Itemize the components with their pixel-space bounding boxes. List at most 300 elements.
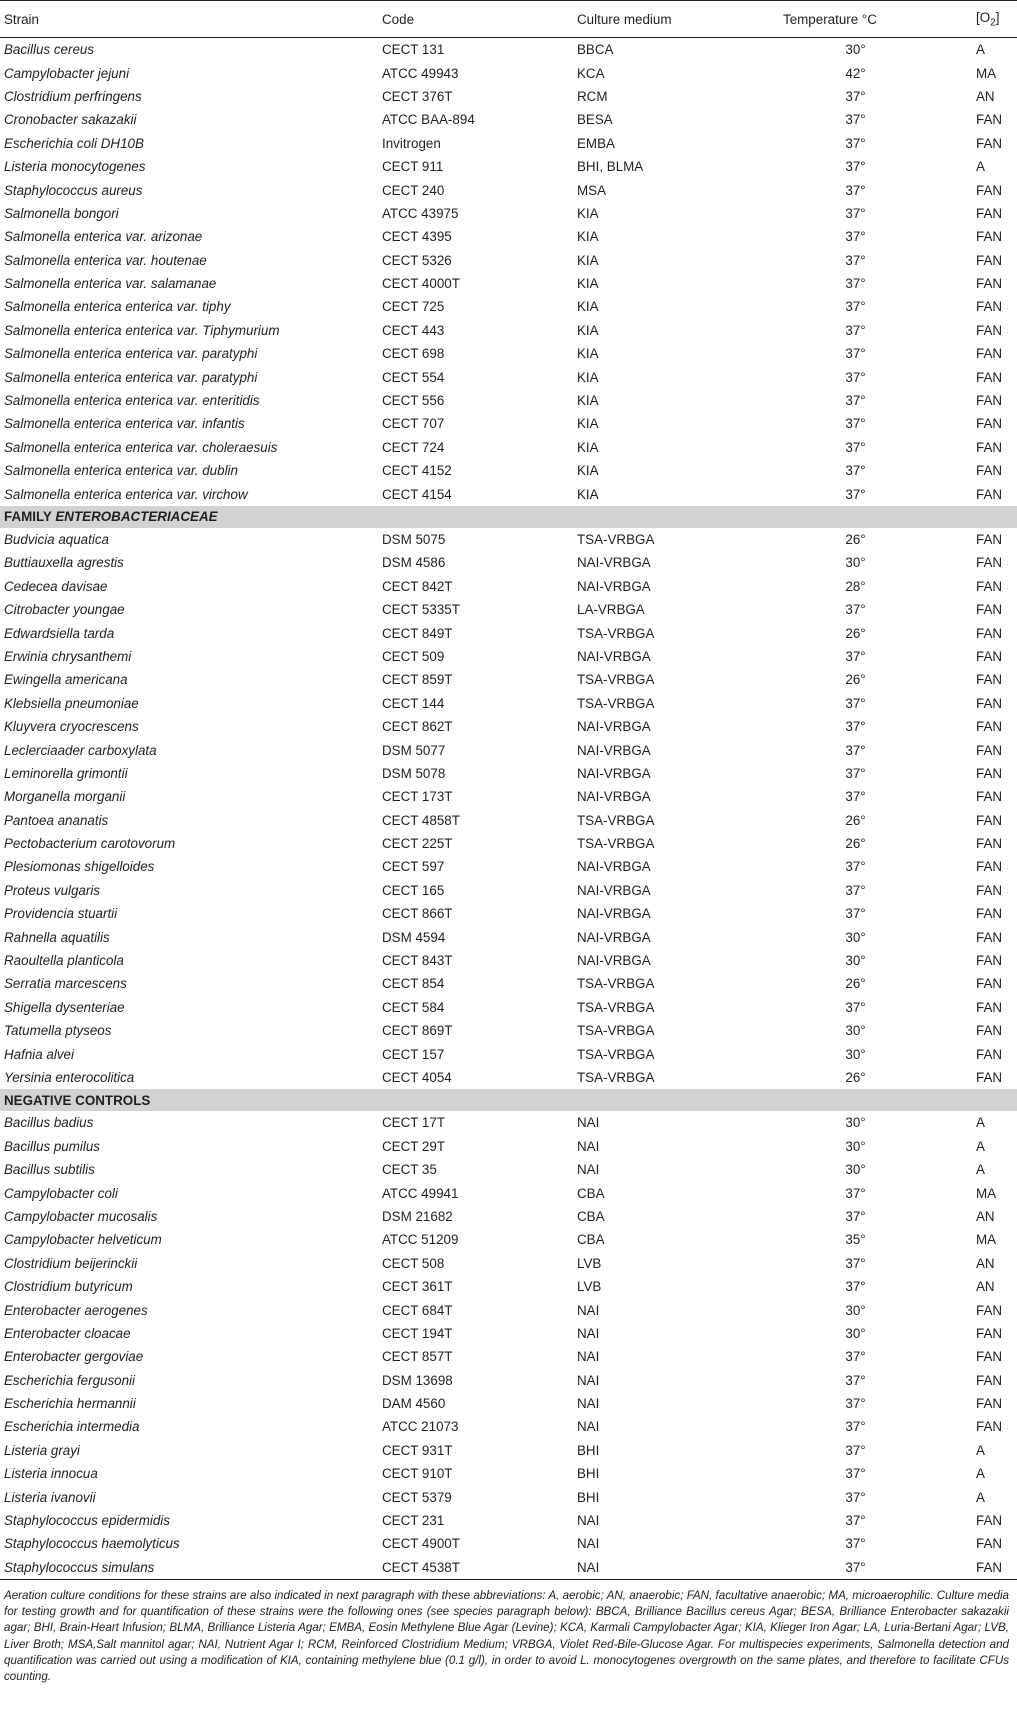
oxygen-cell: FAN [976,229,1003,245]
header-oxygen: $[O_2]$ [972,1,1017,38]
table-row [0,412,1017,435]
temperature-cell: 26° [845,1069,866,1085]
table-row [0,38,1017,62]
oxygen-cell: FAN [976,1302,1003,1318]
temperature-cell: 37° [845,252,866,268]
strain-cell: Budvicia aquatica [4,532,109,547]
strain-cell: Clostridium perfringens [4,88,142,104]
oxygen-cell: A [976,1162,985,1178]
temperature-cell: 30° [845,929,866,945]
code-cell: CECT 4154 [382,486,452,502]
code-cell: DSM 5078 [382,765,446,781]
code-cell: CECT 35 [382,1162,437,1178]
oxygen-cell: MA [976,65,997,81]
strain-cell: Staphylococcus haemolyticus [4,1536,180,1552]
table-body [0,38,1017,1580]
oxygen-cell: FAN [976,602,1003,618]
oxygen-cell: FAN [976,929,1003,945]
oxygen-cell: FAN [976,1349,1003,1365]
medium-cell: KIA [577,322,599,338]
code-cell: CECT 597 [382,859,445,875]
medium-cell: KIA [577,439,599,455]
temperature-cell: 37° [845,205,866,221]
table-row [0,645,1017,668]
oxygen-cell: FAN [976,1069,1003,1085]
strain-cell: Escherichia hermannii [4,1396,136,1412]
medium-cell: NAI [577,1536,600,1552]
strain-cell: Escherichia coli DH10B [4,135,144,151]
code-cell: DAM 4560 [382,1396,446,1412]
code-cell: CECT 854 [382,976,445,992]
oxygen-cell: A [976,1442,985,1458]
oxygen-cell: FAN [976,555,1003,571]
table-row [0,132,1017,155]
strain-cell: Clostridium butyricum [4,1279,133,1295]
oxygen-cell: FAN [976,1325,1003,1341]
temperature-cell: 26° [845,836,866,852]
strain-cell: Salmonella enterica var. salamanae [4,276,217,292]
table-row [0,1298,1017,1321]
code-cell: CECT 144 [382,695,445,711]
table-row [0,295,1017,318]
temperature-cell: 37° [845,486,866,502]
table-row [0,1252,1017,1275]
temperature-cell: 35° [845,1232,866,1248]
table-row [0,621,1017,644]
table-row [0,832,1017,855]
strain-cell: Listeria ivanovii [4,1489,96,1505]
oxygen-cell: MA [976,1232,997,1248]
temperature-cell: 37° [845,882,866,898]
oxygen-cell: FAN [976,1023,1003,1039]
table-row [0,1158,1017,1181]
code-cell: CECT 842T [382,578,453,594]
temperature-cell: 26° [845,532,866,547]
medium-cell: LVB [577,1255,602,1271]
code-cell: Invitrogen [382,135,441,151]
medium-cell: KIA [577,416,599,432]
strain-cell: Klebsiella pneumoniae [4,695,139,711]
medium-cell: NAI [577,1513,600,1529]
medium-cell: NAI-VRBGA [577,789,651,805]
oxygen-cell: FAN [976,742,1003,758]
temperature-cell: 26° [845,976,866,992]
medium-cell: NAI-VRBGA [577,906,651,922]
code-cell: CECT 29T [382,1138,446,1154]
medium-cell: BHI [577,1466,600,1482]
strain-cell: Enterobacter gergoviae [4,1349,144,1365]
table-row [0,1275,1017,1298]
table-row [0,762,1017,785]
table-row [0,365,1017,388]
temperature-cell: 30° [845,1325,866,1341]
medium-cell: NAI [577,1138,600,1154]
code-cell: CECT 361T [382,1279,453,1295]
temperature-cell: 37° [845,765,866,781]
temperature-cell: 37° [845,416,866,432]
table-row [0,1228,1017,1251]
section-title: NEGATIVE CONTROLS [0,1089,1017,1111]
code-cell: CECT 5335T [382,602,460,618]
strain-cell: Listeria innocua [4,1466,98,1482]
temperature-cell: 37° [845,322,866,338]
oxygen-cell: FAN [976,719,1003,735]
medium-cell: KIA [577,299,599,315]
medium-cell: BHI, BLMA [577,159,644,175]
table-row [0,1368,1017,1391]
medium-cell: TSA-VRBGA [577,695,655,711]
medium-cell: TSA-VRBGA [577,836,655,852]
oxygen-cell: FAN [976,182,1003,198]
strain-cell: Escherichia intermedia [4,1419,140,1435]
code-cell: CECT 165 [382,882,445,898]
header-temperature: Temperature °C [779,1,972,38]
strain-cell: Edwardsiella tarda [4,625,115,641]
oxygen-cell: AN [976,1208,995,1224]
medium-cell: BHI [577,1489,600,1505]
table-row [0,738,1017,761]
strain-cell: Cronobacter sakazakii [4,112,137,128]
strain-cell: Raoultella planticola [4,953,124,969]
table-row [0,785,1017,808]
medium-cell: BESA [577,112,613,128]
oxygen-cell: FAN [976,578,1003,594]
code-cell: CECT 698 [382,346,445,362]
oxygen-cell: FAN [976,1396,1003,1412]
strain-cell: Cedecea davisae [4,578,108,594]
temperature-cell: 37° [845,346,866,362]
strain-cell: Enterobacter aerogenes [4,1302,148,1318]
strain-cell: Salmonella enterica enterica var. virchow [4,486,248,502]
medium-cell: TSA-VRBGA [577,1069,655,1085]
code-cell: CECT 843T [382,953,453,969]
medium-cell: KIA [577,205,599,221]
strain-cell: Bacillus badius [4,1115,94,1131]
code-cell: CECT 157 [382,1046,445,1062]
table-row [0,342,1017,365]
code-cell: ATCC 21073 [382,1419,459,1435]
temperature-cell: 37° [845,906,866,922]
oxygen-cell: FAN [976,976,1003,992]
strain-cell: Salmonella enterica var. houtenae [4,252,207,268]
table-row [0,902,1017,925]
medium-cell: LVB [577,1279,602,1295]
strain-cell: Campylobacter mucosalis [4,1208,158,1224]
oxygen-cell: FAN [976,1536,1003,1552]
oxygen-cell: FAN [976,1372,1003,1388]
code-cell: ATCC 49941 [382,1185,459,1201]
table-row [0,108,1017,131]
table-row [0,459,1017,482]
strain-cell: Erwinia chrysanthemi [4,648,132,664]
temperature-cell: 26° [845,812,866,828]
strain-cell: Leminorella grimontii [4,765,128,781]
table-row [0,389,1017,412]
code-cell: DSM 4594 [382,929,446,945]
code-cell: CECT 707 [382,416,445,432]
oxygen-cell: AN [976,1255,995,1271]
code-cell: CECT 376T [382,88,453,104]
code-cell: CECT 5379 [382,1489,452,1505]
table-row [0,1392,1017,1415]
table-row [0,1509,1017,1532]
strain-cell: Pectobacterium carotovorum [4,836,176,852]
code-cell: CECT 554 [382,369,445,385]
code-cell: ATCC 43975 [382,205,459,221]
table-row [0,551,1017,574]
temperature-cell: 26° [845,672,866,688]
strain-cell: Bacillus pumilus [4,1138,101,1154]
medium-cell: KIA [577,393,599,409]
medium-cell: NAI-VRBGA [577,648,651,664]
oxygen-cell: MA [976,1185,997,1201]
code-cell: CECT 857T [382,1349,453,1365]
temperature-cell: 26° [845,625,866,641]
header-strain: Strain [0,1,378,38]
temperature-cell: 37° [845,999,866,1015]
strain-cell: Escherichia fergusonii [4,1372,135,1388]
table-row [0,1205,1017,1228]
code-cell: CECT 849T [382,625,453,641]
code-cell: DSM 5075 [382,532,446,547]
strain-cell: Shigella dysenteriae [4,999,125,1015]
code-cell: CECT 724 [382,439,445,455]
strain-cell: Rahnella aquatilis [4,929,110,945]
table-row [0,85,1017,108]
oxygen-cell: FAN [972,1556,1017,1580]
medium-cell: NAI [577,1419,600,1435]
medium-cell: TSA-VRBGA [577,1023,655,1039]
code-cell: CECT 240 [382,182,445,198]
oxygen-cell: FAN [976,672,1003,688]
oxygen-cell: FAN [976,695,1003,711]
temperature-cell: 30° [845,1115,866,1131]
table-row [0,1111,1017,1134]
strain-cell: Bacillus cereus [4,42,95,58]
table-row [0,575,1017,598]
strain-cell: Salmonella enterica enterica var. choleraesuis [4,439,278,455]
oxygen-cell: FAN [976,859,1003,875]
oxygen-cell: A [976,1489,985,1505]
code-cell: CECT 4858T [382,812,460,828]
temperature-cell: 28° [845,578,866,594]
strain-cell: Salmonella enterica enterica var. dublin [4,463,238,479]
header-code: Code [378,1,573,38]
table-row [0,1345,1017,1368]
oxygen-cell: FAN [976,205,1003,221]
oxygen-cell: FAN [976,439,1003,455]
table-row [0,925,1017,948]
temperature-cell: 37° [845,789,866,805]
medium-cell: NAI-VRBGA [577,929,651,945]
code-cell: DSM 13698 [382,1372,453,1388]
temperature-cell: 37° [845,1279,866,1295]
medium-cell: BBCA [577,42,614,58]
table-row [0,1135,1017,1158]
table-row [0,1322,1017,1345]
code-cell: CECT 131 [382,42,445,58]
code-cell: CECT 4054 [382,1069,452,1085]
medium-cell: TSA-VRBGA [577,672,655,688]
medium-cell: NAI [573,1556,779,1580]
temperature-cell: 30° [845,1046,866,1062]
temperature-cell: 37° [845,1185,866,1201]
oxygen-cell: FAN [976,812,1003,828]
medium-cell: NAI-VRBGA [577,859,651,875]
temperature-cell: 37° [845,1536,866,1552]
code-cell: CECT 194T [382,1325,453,1341]
strain-cell: Salmonella enterica enterica var. Tiphymurium [4,322,280,338]
medium-cell: NAI [577,1372,600,1388]
temperature-cell: 37° [845,602,866,618]
temperature-cell: 30° [845,42,866,58]
oxygen-cell: FAN [976,463,1003,479]
oxygen-cell: FAN [976,1419,1003,1435]
code-cell: CECT 866T [382,906,453,922]
oxygen-cell: FAN [976,299,1003,315]
temperature-cell: 30° [845,1023,866,1039]
strain-cell: Citrobacter youngae [4,602,125,618]
medium-cell: KIA [577,276,599,292]
table-footnote: Aeration culture conditions for these strains are also indicated in next paragraph with these abbreviations: A, aerobic; AN, anaerobic; FAN, facultative anaerobic; MA, microaerophilic. Culture media for testing growth and for quantification of these strains were the following ones (see species paragraph below): BBCA, Brilliance Bacillus cereus Agar; BESA, Brilliance Enterobacter sakazakii agar; BHI, Brain-Heart Infusion; BLMA, Brilliance Listeria Agar; EMBA, Eosin Methylene Blue Agar (Levine); KCA, Karmali Campylobacter Agar; KIA, Klieger Iron Agar; LA, Luria-Bertani Agar; LVB, Liver Broth; MSA,Salt mannitol agar; NAI, Nutrient Agar I; RCM, Reinforced Clostridium Medium; VRBGA, Violet Red-Bile-Glucose Agar. For multispecies experiments, Salmonella detection and quantification was carried out using a modification of KIA, containing methylene blue (0.1 g/l), in order to avoid L. monocytogenes overgrowth on the same plates, and therefore to facilitate CFUs counting. [4,1589,1009,1684]
medium-cell: NAI [577,1349,600,1365]
oxygen-cell: FAN [976,882,1003,898]
strain-cell: Plesiomonas shigelloides [4,859,155,875]
oxygen-cell: FAN [976,1046,1003,1062]
oxygen-cell: FAN [976,276,1003,292]
temperature-cell: 37° [845,112,866,128]
table-row [0,319,1017,342]
code-cell: CECT 725 [382,299,445,315]
table-row [0,272,1017,295]
code-cell: DSM 4586 [382,555,446,571]
oxygen-cell: FAN [976,1513,1003,1529]
table-row [0,1532,1017,1555]
temperature-cell: 37° [845,299,866,315]
temperature-cell: 37° [845,1466,866,1482]
table-row [0,1066,1017,1089]
strain-cell: Campylobacter coli [4,1185,118,1201]
temperature-cell: 30° [845,1162,866,1178]
temperature-cell: 37° [845,1442,866,1458]
code-cell: ATCC 51209 [382,1232,459,1248]
table-row [0,1415,1017,1438]
oxygen-cell: FAN [976,532,1003,547]
code-cell: CECT 508 [382,1255,445,1271]
medium-cell: TSA-VRBGA [577,976,655,992]
temperature-cell: 37° [845,393,866,409]
code-cell: CECT 231 [382,1513,445,1529]
code-cell: CECT 4152 [382,463,452,479]
strain-cell: Campylobacter jejuni [4,65,130,81]
table-row [0,528,1017,551]
temperature-cell: 37° [845,369,866,385]
strain-cell: Salmonella enterica enterica var. enteritidis [4,393,260,409]
medium-cell: CBA [577,1208,605,1224]
table-row [0,225,1017,248]
medium-cell: NAI [577,1115,600,1131]
oxygen-cell: A [976,1138,985,1154]
medium-cell: NAI [577,1325,600,1341]
strain-cell: Buttiauxella agrestis [4,555,124,571]
table-row [0,61,1017,84]
oxygen-cell: FAN [976,765,1003,781]
table-row [0,1485,1017,1508]
code-cell: CECT 4900T [382,1536,460,1552]
medium-cell: KIA [577,229,599,245]
medium-cell: KCA [577,65,605,81]
table-row [0,996,1017,1019]
temperature-cell: 30° [845,953,866,969]
code-cell: CECT 556 [382,393,445,409]
code-cell: CECT 173T [382,789,453,805]
temperature-cell: 37° [845,463,866,479]
medium-cell: NAI-VRBGA [577,953,651,969]
table-row [0,1019,1017,1042]
table-row [0,692,1017,715]
medium-cell: TSA-VRBGA [577,625,655,641]
oxygen-cell: A [976,1115,985,1131]
temperature-cell: 30° [845,555,866,571]
medium-cell: TSA-VRBGA [577,812,655,828]
medium-cell: NAI-VRBGA [577,882,651,898]
oxygen-cell: A [976,42,985,58]
oxygen-cell: FAN [976,346,1003,362]
strain-cell: Yersinia enterocolitica [4,1069,135,1085]
medium-cell: KIA [577,463,599,479]
oxygen-cell: FAN [976,112,1003,128]
temperature-cell: 37° [845,742,866,758]
strain-cell: Serratia marcescens [4,976,127,992]
code-cell: CECT 869T [382,1023,453,1039]
temperature-cell: 37° [779,1556,972,1580]
temperature-cell: 37° [845,859,866,875]
table-row [0,249,1017,272]
strain-cell: Pantoea ananatis [4,812,109,828]
table-row [0,1556,1017,1580]
section-header [0,506,1017,528]
code-cell: CECT 931T [382,1442,453,1458]
table-row [0,715,1017,738]
temperature-cell: 37° [845,159,866,175]
temperature-cell: 37° [845,1513,866,1529]
temperature-cell: 37° [845,182,866,198]
table-row [0,972,1017,995]
strain-cell: Ewingella americana [4,672,128,688]
temperature-cell: 37° [845,1489,866,1505]
temperature-cell: 37° [845,135,866,151]
code-cell: ATCC 49943 [382,65,459,81]
code-cell: CECT 862T [382,719,453,735]
section-header [0,1089,1017,1111]
code-cell: CECT 5326 [382,252,452,268]
temperature-cell: 37° [845,1208,866,1224]
medium-cell: LA-VRBGA [577,602,645,618]
table-row [0,879,1017,902]
code-cell: CECT 684T [382,1302,453,1318]
strain-cell: Salmonella enterica enterica var. infantis [4,416,245,432]
temperature-cell: 42° [845,65,866,81]
medium-cell: MSA [577,182,607,198]
oxygen-cell: FAN [976,252,1003,268]
code-cell: CECT 4538T [378,1556,573,1580]
strain-cell: Hafnia alvei [4,1046,74,1062]
oxygen-cell: FAN [976,836,1003,852]
oxygen-cell: A [976,1466,985,1482]
strain-cell: Salmonella bongori [4,205,119,221]
code-cell: DSM 21682 [382,1208,453,1224]
code-cell: DSM 5077 [382,742,446,758]
